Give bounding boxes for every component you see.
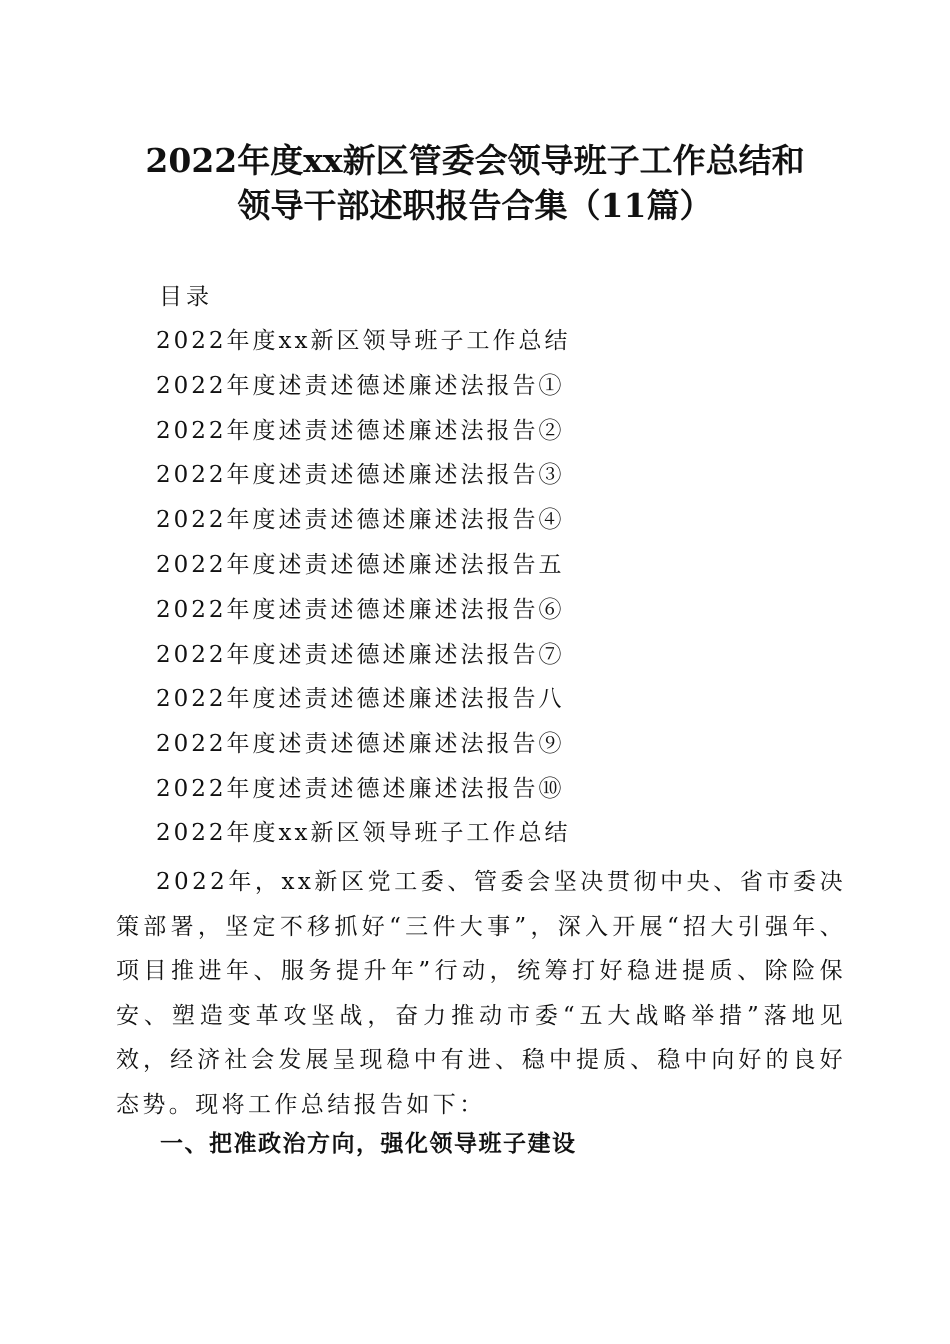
toc-item: 2022年度述责述德述廉述法报告五 <box>156 551 565 578</box>
body-paragraph: 2022年，xx新区党工委、管委会坚决贯彻中央、省市委决策部署，坚定不移抓好“三件大事”，深入开展“招大引强年、项目推进年、服务提升年”行动，统筹打好稳进提质、除险保安、塑造变革攻坚战，奋力推动市委“五大战略举措”落地见效，经济社会发展呈现稳中有进、稳中提质、稳中向好的良好态势。现将工作总结报告如下： <box>116 869 846 1118</box>
toc-item: 2022年度述责述德述廉述法报告⑩ <box>156 775 565 802</box>
document-title-line-1: 2022年度xx新区管委会领导班子工作总结和 <box>145 141 805 180</box>
toc-item: 2022年度述责述德述廉述法报告⑨ <box>156 731 565 758</box>
section-title: 2022年度xx新区领导班子工作总结 <box>156 820 571 846</box>
toc-item: 2022年度xx新区领导班子工作总结 <box>156 328 571 354</box>
toc-item: 2022年度述责述德述廉述法报告① <box>156 372 565 399</box>
toc-item: 2022年度述责述德述廉述法报告④ <box>156 507 565 534</box>
toc-item: 2022年度述责述德述廉述法报告② <box>156 417 565 444</box>
toc-heading: 目录 <box>159 284 213 310</box>
toc-item: 2022年度述责述德述廉述法报告八 <box>156 686 565 713</box>
table-of-contents <box>156 325 570 818</box>
document-title-line-2: 领导干部述职报告合集（11篇） <box>237 186 713 225</box>
toc-item: 2022年度述责述德述廉述法报告⑦ <box>156 641 565 668</box>
toc-item: 2022年度述责述德述廉述法报告⑥ <box>156 596 565 623</box>
heading-1: 一、把准政治方向，强化领导班子建设 <box>160 1131 577 1157</box>
toc-item: 2022年度述责述德述廉述法报告③ <box>156 462 565 489</box>
